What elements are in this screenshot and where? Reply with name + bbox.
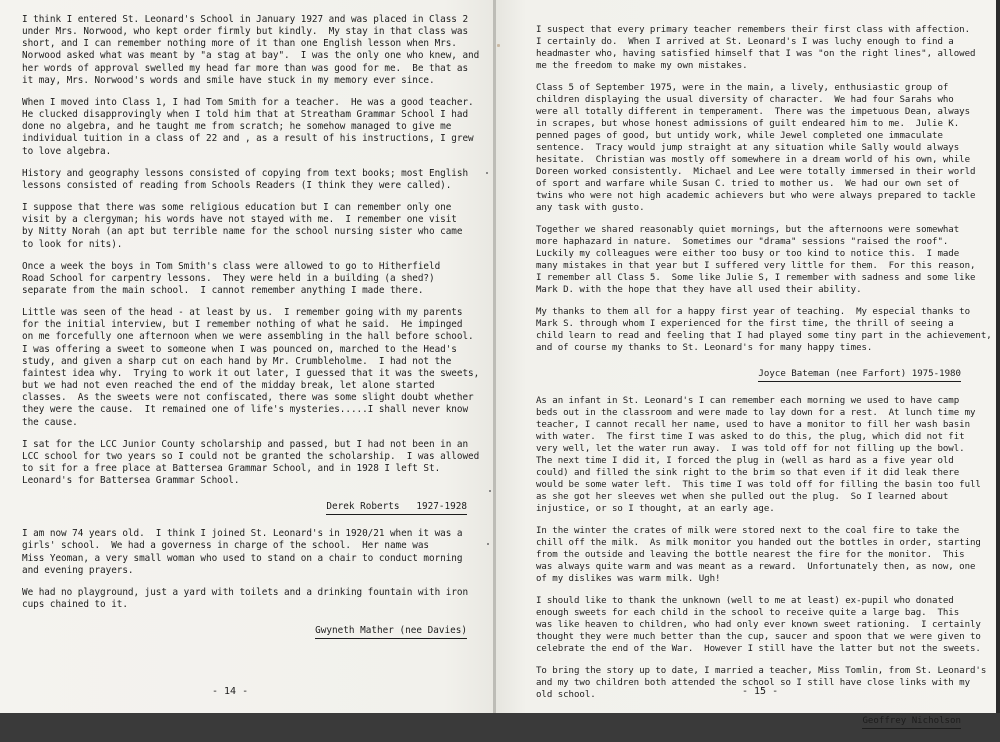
signature-row (536, 708, 961, 729)
page-number: - 14 - (212, 686, 249, 697)
right-page (496, 0, 996, 726)
paragraph: I suspect that every primary teacher remembers their first class with affection. I certainly do. When I arrived at St. Leonard's I was luchy enough to find a headmaster who, having satisfied himself that I was "on the right lines", allowed me the freedom to make my own mistakes. (536, 25, 976, 71)
paragraph: When I moved into Class 1, I had Tom Smith for a teacher. He was a good teacher. He clucked disapprovingly when I told him that at Streatham Grammar School I had done no algebra, and he taught me from scratch; he somehow managed to give me individual tuition in a class of 22 and , as a result of his instructions, I grew to love algebra. (22, 96, 474, 157)
scan-speck (487, 543, 489, 545)
paragraph: History and geography lessons consisted of copying from text books; most English lessons consisted of reading from Schools Readers (I think they were called). (22, 167, 469, 191)
paragraph: Together we shared reasonably quiet mornings, but the afternoons were somewhat more haphazard in nature. Sometimes our "drama" sessions "raised the roof". Luckily my colleagues were either too busy or too kind to notice this. I made many mistakes in that year but I suffered very little for them. For this reason, I remember all Class 5. Some like Julie S, I remember with sadness and some like Mark D. with the hope that they have all used their ability. (536, 225, 976, 295)
left-page-content (22, 14, 480, 652)
paragraph: In the winter the crates of milk were stored next to the coal fire to take the chill off the milk. As milk monitor you handed out the bottles in order, starting from the outside and leaving the bottle nearest the fire for the monitor. This was always quite warm and was meant as a reward. Unfortunately then, as now, one of my dislikes was warm milk. Ugh! (536, 526, 981, 584)
paragraph: I sat for the LCC Junior County scholarship and passed, but I had not been in an LCC school for two years so I could not be granted the scholarship. I was allowed to sit for a free place at Battersea Grammar School, and in 1928 I left St. Leonard's for Battersea Grammar School. (22, 438, 480, 487)
signature-row (22, 618, 467, 639)
paragraph: I am now 74 years old. I think I joined St. Leonard's in 1920/21 when it was a girls' school. We had a governess in charge of the school. Her name was Miss Yeoman, a very small woman who used to stand on a chair to conduct morning and evening prayers. (22, 528, 463, 576)
paragraph: Class 5 of September 1975, were in the main, a lively, enthusiastic group of children displaying the usual diversity of character. We had four Sarahs who were all totally different in temperament. There was the impetuous Dean, always in scrapes, but whose honest admissions of guilt endeared him to me. Julie K. penned pages of good, but untidy work, while Jewel completed one immaculate sentence. Tracy would jump straight at any situation while Sally would always hesitate. Christian was mostly off somewhere in a dream world of his own, while Doreen worked consistently. Michael and Lee were totally immersed in their world of sport and warfare while Susan C. tried to mother us. We had our own set of twins who were not high academic achievers but who were always prepared to tackle any task with gusto. (536, 83, 976, 213)
signature-row (22, 494, 467, 515)
paragraph: Once a week the boys in Tom Smith's class were allowed to go to Hitherfield Road School for carpentry lessons. They were held in a building (a shed?) separate from the main school. I cannot remember anything I made there. (22, 260, 441, 296)
right-page-content (536, 24, 992, 742)
paragraph: To bring the story up to date, I married a teacher, Miss Tomlin, from St. Leonard's and my two children both attended the school so I still have close links with my old school. (536, 666, 987, 700)
left-page (0, 0, 493, 713)
author-signature: Geoffrey Nicholson (862, 715, 961, 729)
scan-speck (489, 490, 491, 492)
paragraph: I think I entered St. Leonard's School in January 1927 and was placed in Class 2 under Mrs. Norwood, who kept order firmly but kindly. My stay in that class was short, and I can remember nothing more of it than one English lesson when Mrs. Norwood asked what was meant by "a stag at bay". I was the only one who knew, and her words of approval swelled my head far more than was good for me. Be that as it may, Mrs. Norwood's words and smile have stuck in my memory ever since. (22, 14, 480, 86)
paragraph: As an infant in St. Leonard's I can remember each morning we used to have camp beds out in the classroom and were made to lay down for a rest. At lunch time my teacher, I cannot recall her name, used to have a monitor to fill her wash basin with water. The first time I was asked to do this, the plug, which did not fit very well, let the water run away. I was told off for not filling up the bowl. The next time I did it, I forced the plug in (well as hard as a five year old could) and filled the sink right to the brim so that even if it did leak there would be some water left. This time I was told off for filling the basin too full as she got her sleeves wet when she pulled out the plug. So I learned about injustice, or so I thought, at an early age. (536, 396, 981, 514)
paragraph: We had no playground, just a yard with toilets and a drinking fountain with iron cups chained to it. (22, 586, 469, 611)
paragraph: I suppose that there was some religious education but I can remember only one visit by a clergyman; his words have not stayed with me. I remember one visit by Nitty Norah (an apt but terrible name for the school nursing sister who came to look for nits). (22, 202, 463, 250)
scan-speck (497, 44, 500, 47)
page-number: - 15 - (742, 686, 779, 697)
page-edge (996, 0, 1000, 713)
author-signature: Joyce Bateman (nee Farfort) 1975-1980 (758, 368, 961, 382)
paragraph: My thanks to them all for a happy first year of teaching. My especial thanks to Mark S. through whom I experienced for the first time, the thrill of seeing a child learn to read and feeling that I had played some tiny part in the achievement, and of course my thanks to St. Leonard's for many happy times. (536, 307, 992, 353)
paragraph: I should like to thank the unknown (well to me at least) ex-pupil who donated enough sweets for each child in the school to receive quite a large bag. This was like heaven to children, who had only ever known sweet rationing. I certainly thought they were much better than the cup, saucer and spoon that we were given to celebrate the end of the War. However I still have the latter but not the sweets. (536, 596, 981, 654)
paragraph: Little was seen of the head - at least by us. I remember going with my parents for the initial interview, but I remember nothing of what he said. He impinged on me forcefully one afternoon when we were assembling in the hall before school. I was offering a sweet to someone when I was pounced on, marched to the Head's study, and given a sharp cut on each hand by Mr. Crumbleholme. I had not the faintest idea why. Trying to work it out later, I guessed that it was the sweets, but we had not even reached the end of the midday break, let alone started classes. As the sweets were not confiscated, there was some slight doubt whether they were the cause. It remained one of life's mysteries.....I shall never know the cause. (22, 307, 480, 428)
author-signature: Gwyneth Mather (nee Davies) (315, 625, 467, 639)
signature-row (536, 361, 961, 382)
scan-speck (486, 172, 488, 174)
author-signature: Derek Roberts 1927-1928 (326, 501, 467, 515)
